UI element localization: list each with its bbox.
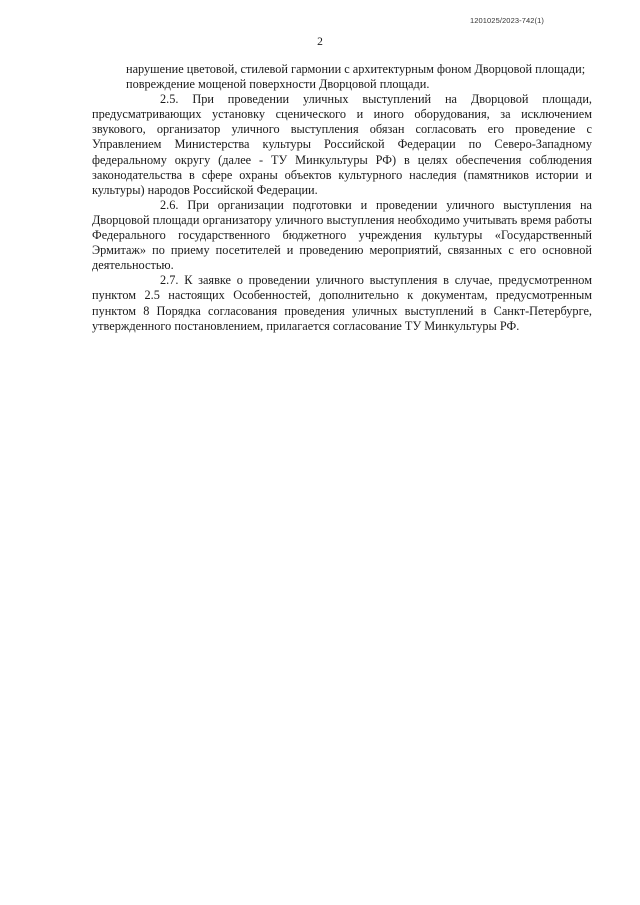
clause-2-6 [92, 198, 592, 273]
clause-text: При организации подготовки и проведении уличного выступления на Дворцовой площади организатору уличного выступления необходимо учитывать время работы Федерального государственного бюджетного учреждения культуры «Государственный Эрмитаж» по приему посетителей и проведению мероприятий, связанных с его основной деятельностью. [92, 197, 592, 273]
paragraph-harmony-violation [92, 62, 592, 77]
clause-number: 2.7. [160, 273, 179, 288]
clause-number: 2.5. [160, 92, 179, 107]
clause-text: При проведении уличных выступлений на Дворцовой площади, предусматривающих установку сценического и иного оборудования, за исключением звукового, организатор уличного выступления обязан согласовать его проведение с Управлением Министерства культуры Российской Федерации по Северо-Западному федеральному округу (далее - ТУ Минкультуры РФ) в целях обеспечения соблюдения законодательства в сфере охраны объектов культурного наследия (памятников истории и культуры) народов Российской Федерации. [92, 92, 593, 197]
page-number: 2 [317, 36, 323, 48]
clause-2-5 [92, 92, 592, 198]
clause-2-7 [92, 273, 592, 333]
clause-text: К заявке о проведении уличного выступления в случае, предусмотренном пунктом 2.5 настоящих Особенностей, дополнительно к документам, предусмотренным пунктом 8 Порядка согласования проведения уличных выступлений в Санкт-Петербурге, утвержденного постановлением, прилагается согласование ТУ Минкультуры РФ. [92, 273, 592, 333]
document-registration-number: 1201025/2023-742(1) [469, 16, 544, 25]
clause-number: 2.6. [160, 197, 179, 212]
paragraph-text: нарушение цветовой, стилевой гармонии с архитектурным фоном Дворцовой площади; [126, 62, 586, 76]
paragraph-text: повреждение мощеной поверхности Дворцовой площади. [126, 77, 430, 92]
document-body [92, 62, 592, 334]
paragraph-pavement-damage [92, 77, 592, 92]
